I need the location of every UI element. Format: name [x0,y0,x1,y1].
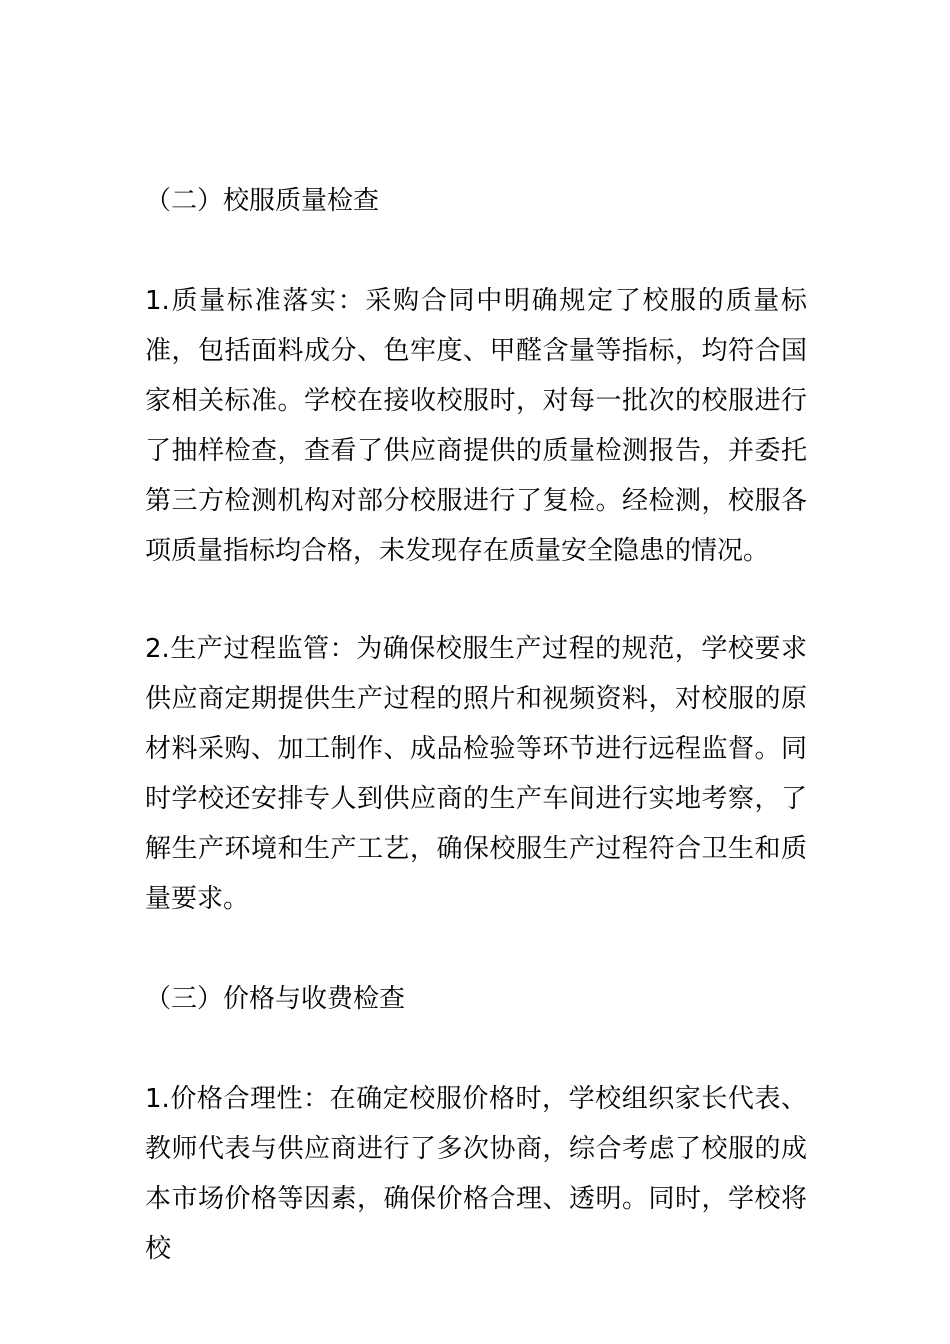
section-heading-price-check: （三）价格与收费检查 [145,984,406,1014]
paragraph-price-reasonableness: 1.价格合理性：在确定校服价格时，学校组织家长代表、教师代表与供应商进行了多次协商，综合考虑了校服的成本市场价格等因素，确保价格合理、透明。同时，学校将校 [145,1084,807,1264]
paragraph-production-supervision: 2.生产过程监管：为确保校服生产过程的规范，学校要求供应商定期提供生产过程的照片和视频资料，对校服的原材料采购、加工制作、成品检验等环节进行远程监督。同时学校还安排专人到供应商的生产车间进行实地考察，了解生产环境和生产工艺，确保校服生产过程符合卫生和质量要求。 [145,634,807,914]
section-heading-quality-check: （二）校服质量检查 [145,186,380,216]
paragraph-quality-standards: 1.质量标准落实：采购合同中明确规定了校服的质量标准，包括面料成分、色牢度、甲醛含量等指标，均符合国家相关标准。学校在接收校服时，对每一批次的校服进行了抽样检查，查看了供应商提供的质量检测报告，并委托第三方检测机构对部分校服进行了复检。经检测，校服各项质量指标均合格，未发现存在质量安全隐患的情况。 [145,286,807,566]
